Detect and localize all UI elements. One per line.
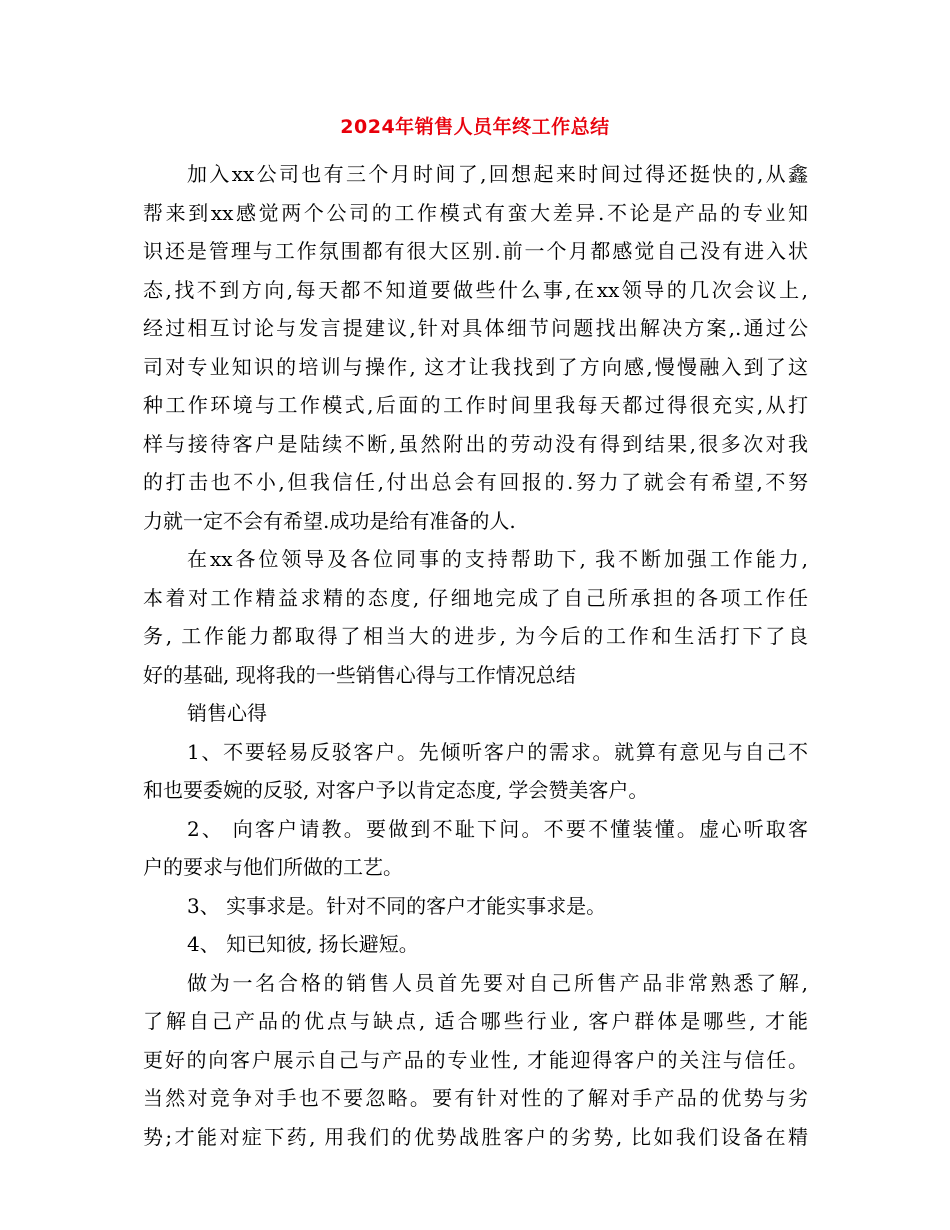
text-line: 本着对工作精益求精的态度, 仔细地完成了自己所承担的各项工作任 [143, 585, 808, 610]
text-line: 2、 向客户请教。要做到不耻下问。不要不懂装懂。虚心听取客 [187, 816, 808, 841]
text-line: 3、 实事求是。针对不同的客户才能实事求是。 [187, 893, 607, 918]
text-line: 更好的向客户展示自己与产品的专业性, 才能迎得客户的关注与信任。 [143, 1047, 808, 1072]
text-line: 好的基础, 现将我的一些销售心得与工作情况总结 [143, 662, 576, 687]
text-line: 经过相互讨论与发言提建议,针对具体细节问题找出解决方案,.通过公 [143, 316, 808, 340]
text-line: 样与接待客户是陆续不断,虽然附出的劳动没有得到结果,很多次对我 [143, 431, 808, 456]
text-line: 在xx各位领导及各位同事的支持帮助下, 我不断加强工作能力, [187, 547, 808, 571]
document-body [143, 155, 808, 1156]
text-line: 态,找不到方向,每天都不知道要做些什么事,在xx领导的几次会议上, [143, 277, 808, 302]
text-line: 种工作环境与工作模式,后面的工作时间里我每天都过得很充实,从打 [143, 393, 808, 417]
text-line: 司对专业知识的培训与操作, 这才让我找到了方向感,慢慢融入到了这 [143, 354, 808, 379]
text-line: 做为一名合格的销售人员首先要对自己所售产品非常熟悉了解, [187, 970, 808, 995]
text-line: 当然对竞争对手也不要忽略。要有针对性的了解对手产品的优势与劣 [143, 1086, 808, 1110]
text-line: 势;才能对症下药, 用我们的优势战胜客户的劣势, 比如我们设备在精 [143, 1124, 808, 1149]
text-line: 识还是管理与工作氛围都有很大区别.前一个月都感觉自己没有进入状 [143, 239, 808, 263]
document-title: 2024年销售人员年终工作总结 [340, 116, 610, 138]
text-line: 的打击也不小,但我信任,付出总会有回报的.努力了就会有希望,不努 [143, 470, 808, 494]
text-line: 1、不要轻易反驳客户。先倾听客户的需求。就算有意见与自己不 [187, 739, 808, 764]
text-line: 帮来到xx感觉两个公司的工作模式有蛮大差异.不论是产品的专业知 [143, 200, 808, 225]
text-line: 力就一定不会有希望.成功是给有准备的人. [143, 508, 516, 533]
text-line: 了解自己产品的优点与缺点, 适合哪些行业, 客户群体是哪些, 才能 [143, 1009, 808, 1033]
text-line: 务, 工作能力都取得了相当大的进步, 为今后的工作和生活打下了良 [143, 624, 808, 648]
text-line: 销售心得 [187, 701, 267, 725]
text-line: 和也要委婉的反驳, 对客户予以肯定态度, 学会赞美客户。 [143, 778, 649, 802]
text-line: 4、 知已知彼, 扬长避短。 [187, 932, 419, 956]
text-line: 加入xx公司也有三个月时间了,回想起来时间过得还挺快的,从鑫 [187, 162, 808, 186]
text-line: 户的要求与他们所做的工艺。 [143, 855, 403, 879]
